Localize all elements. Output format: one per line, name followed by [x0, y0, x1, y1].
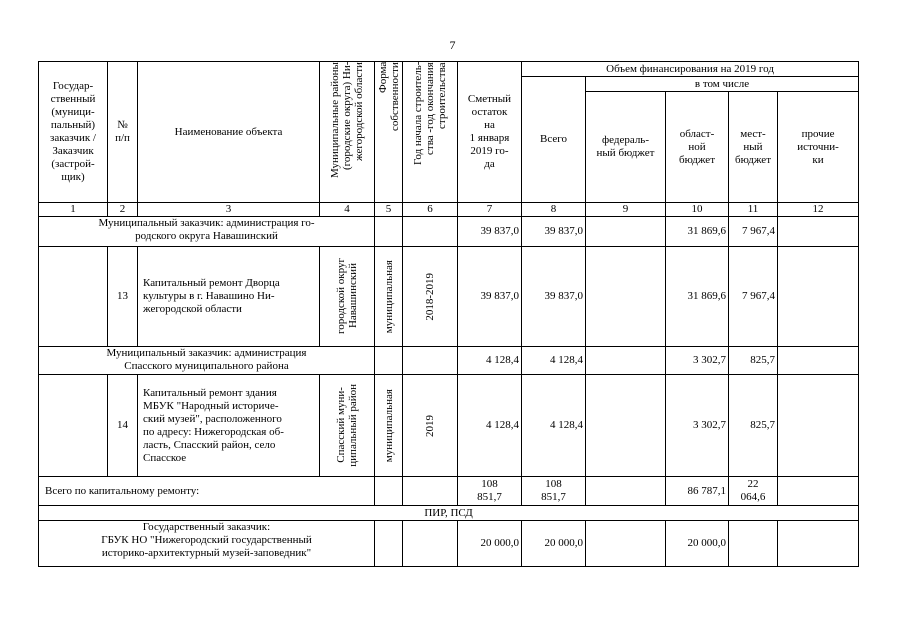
district-cell: Спасский муни- ципальный район — [320, 375, 375, 477]
header-local: мест- ный бюджет — [729, 92, 778, 203]
years-cell: 2019 — [403, 375, 458, 477]
empty-cell — [778, 477, 859, 506]
local-value: 825,7 — [729, 375, 778, 477]
ownership-cell: муниципальная — [375, 247, 403, 347]
estimate-value: 4 128,4 — [458, 375, 522, 477]
empty-cell — [375, 521, 403, 567]
col-number: 3 — [138, 203, 320, 217]
empty-cell — [403, 217, 458, 247]
empty-cell — [778, 217, 859, 247]
header-district: Муниципальные районы (городские округа) Ни- жегородской области — [320, 62, 375, 203]
col-number: 8 — [522, 203, 586, 217]
col-number: 7 — [458, 203, 522, 217]
object-name: Капитальный ремонт здания МБУК "Народный историче- ский музей", расположенного по адресу: Нижегородская об- ласть, Спасский район, село Спасское — [138, 375, 320, 477]
header-num: № п/п — [108, 62, 138, 203]
empty-cell — [39, 375, 108, 477]
empty-cell — [586, 217, 666, 247]
total-value: 39 837,0 — [522, 247, 586, 347]
local-value: 7 967,4 — [729, 247, 778, 347]
empty-cell — [586, 347, 666, 375]
customer-label: Государственный заказчик: ГБУК НО "Нижегородский государственный историко-архитектурный музей-заповедник" — [39, 521, 375, 567]
table-row — [39, 375, 859, 477]
local-value: 7 967,4 — [729, 217, 778, 247]
header-estimate: Сметный остаток на 1 января 2019 го- да — [458, 62, 522, 203]
regional-value: 20 000,0 — [666, 521, 729, 567]
local-value: 825,7 — [729, 347, 778, 375]
empty-cell — [39, 247, 108, 347]
col-number: 12 — [778, 203, 859, 217]
customer-label: Муниципальный заказчик: администрация го- родского округа Навашинский — [39, 217, 375, 247]
col-number: 9 — [586, 203, 666, 217]
col-number: 10 — [666, 203, 729, 217]
empty-cell — [778, 521, 859, 567]
row-number: 13 — [108, 247, 138, 347]
empty-cell — [778, 247, 859, 347]
empty-cell — [778, 347, 859, 375]
header-object-name: Наименование объекта — [138, 62, 320, 203]
row-number: 14 — [108, 375, 138, 477]
col-number: 4 — [320, 203, 375, 217]
financing-table — [38, 61, 859, 567]
header-regional: област- ной бюджет — [666, 92, 729, 203]
customer-label: Муниципальный заказчик: администрация Спасского муниципального района — [39, 347, 375, 375]
regional-value: 31 869,6 — [666, 217, 729, 247]
estimate-value: 108 851,7 — [458, 477, 522, 506]
empty-cell — [586, 375, 666, 477]
empty-cell — [375, 347, 403, 375]
total-label: Всего по капитальному ремонту: — [39, 477, 375, 506]
object-name: Капитальный ремонт Дворца культуры в г. Навашино Ни- жегородской области — [138, 247, 320, 347]
col-number: 11 — [729, 203, 778, 217]
regional-value: 3 302,7 — [666, 347, 729, 375]
col-number: 5 — [375, 203, 403, 217]
col-number: 6 — [403, 203, 458, 217]
col-number: 2 — [108, 203, 138, 217]
empty-cell — [375, 217, 403, 247]
empty-cell — [375, 477, 403, 506]
empty-cell — [778, 375, 859, 477]
total-value: 4 128,4 — [522, 347, 586, 375]
total-row — [39, 477, 859, 506]
empty-cell — [729, 521, 778, 567]
district-cell: городской округ Навашинский — [320, 247, 375, 347]
column-numbers-row — [39, 203, 859, 217]
section-title: ПИР, ПСД — [39, 506, 859, 521]
total-value: 4 128,4 — [522, 375, 586, 477]
regional-value: 31 869,6 — [666, 247, 729, 347]
header-years: Год начала строитель- ства -год окончания строительства — [403, 62, 458, 203]
table-row — [39, 217, 859, 247]
empty-cell — [403, 477, 458, 506]
regional-value: 86 787,1 — [666, 477, 729, 506]
total-value: 108 851,7 — [522, 477, 586, 506]
empty-cell — [586, 521, 666, 567]
empty-cell — [586, 247, 666, 347]
years-cell: 2018-2019 — [403, 247, 458, 347]
estimate-value: 20 000,0 — [458, 521, 522, 567]
empty-cell — [586, 477, 666, 506]
col-number: 1 — [39, 203, 108, 217]
header-ownership: Форма собственности — [375, 62, 403, 203]
empty-cell — [403, 347, 458, 375]
regional-value: 3 302,7 — [666, 375, 729, 477]
empty-cell — [403, 521, 458, 567]
estimate-value: 4 128,4 — [458, 347, 522, 375]
header-including: в том числе — [586, 77, 859, 92]
header-total: Всего — [522, 77, 586, 203]
total-value: 39 837,0 — [522, 217, 586, 247]
header-funding-title: Объем финансирования на 2019 год — [522, 62, 859, 77]
table-row — [39, 521, 859, 567]
section-row — [39, 506, 859, 521]
header-customer: Государ- ственный (муници- пальный) заказчик / Заказчик (застрой- щик) — [39, 62, 108, 203]
table-row — [39, 247, 859, 347]
header-federal: федераль- ный бюджет — [586, 92, 666, 203]
ownership-cell: муниципальная — [375, 375, 403, 477]
header-other: прочие источни- ки — [778, 92, 859, 203]
table-row — [39, 347, 859, 375]
local-value: 22 064,6 — [729, 477, 778, 506]
total-value: 20 000,0 — [522, 521, 586, 567]
estimate-value: 39 837,0 — [458, 247, 522, 347]
estimate-value: 39 837,0 — [458, 217, 522, 247]
page-number: 7 — [449, 38, 456, 52]
